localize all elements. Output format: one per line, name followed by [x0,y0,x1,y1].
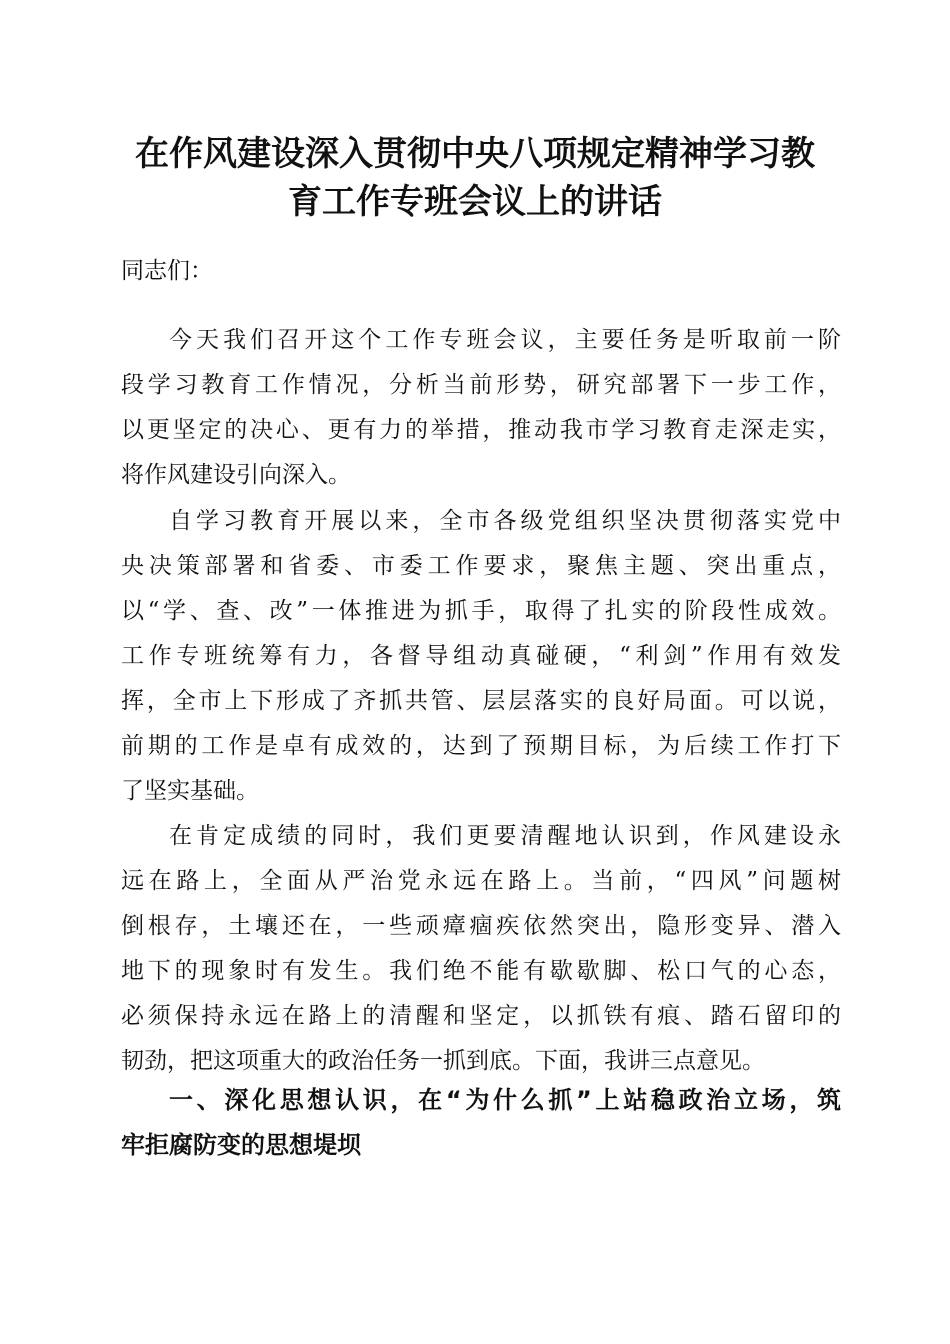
text-line: 自学习教育开展以来，全市各级党组织坚决贯彻落实党中 [169,508,841,534]
heading-line: 一、深化思想认识，在“为什么抓”上站稳政治立场，筑 [169,1086,841,1114]
paragraph-achievements [121,499,841,814]
text-line: 远在路上，全面从严治党永远在路上。当前，“四风”问题树 [121,868,841,894]
text-line: 工作专班统筹有力，各督导组动真碰硬，“利剑”作用有效发 [121,643,841,669]
text-line: 在肯定成绩的同时，我们更要清醒地认识到，作风建设永 [169,823,841,849]
text-line: 必须保持永远在路上的清醒和坚定，以抓铁有痕、踏石留印的 [121,1003,841,1029]
title-line: 在作风建设深入贯彻中央八项规定精神学习教 [135,134,815,174]
text-line: 前期的工作是卓有成效的，达到了预期目标，为后续工作打下 [121,733,841,759]
text-line: 韧劲，把这项重大的政治任务一抓到底。下面，我讲三点意见。 [121,1048,765,1074]
text-line: 将作风建设引向深入。 [121,462,351,488]
text-line: 挥，全市上下形成了齐抓共管、层层落实的良好局面。可以说， [121,688,841,714]
text-line: 地下的现象时有发生。我们绝不能有歇歇脚、松口气的心态， [121,958,841,984]
title-line: 育工作专班会议上的讲话 [288,182,662,222]
text-line: 了坚实基础。 [121,778,259,804]
section-heading-1 [121,1078,841,1168]
text-line: 段学习教育工作情况，分析当前形势，研究部署下一步工作， [121,372,841,398]
heading-line: 牢拒腐防变的思想堤坝 [121,1131,361,1159]
paragraph-challenges [121,814,841,1084]
document-title [110,130,840,226]
text-line: 以“学、查、改”一体推进为抓手，取得了扎实的阶段性成效。 [121,598,841,624]
paragraph-intro [121,318,841,498]
salutation: 同志们： [121,258,213,284]
text-line: 以更坚定的决心、更有力的举措，推动我市学习教育走深走实， [121,417,841,443]
text-line: 倒根存，土壤还在，一些顽瘴痼疾依然突出，隐形变异、潜入 [121,913,841,939]
text-line: 央决策部署和省委、市委工作要求，聚焦主题、突出重点， [121,553,841,579]
text-line: 今天我们召开这个工作专班会议，主要任务是听取前一阶 [169,327,841,353]
